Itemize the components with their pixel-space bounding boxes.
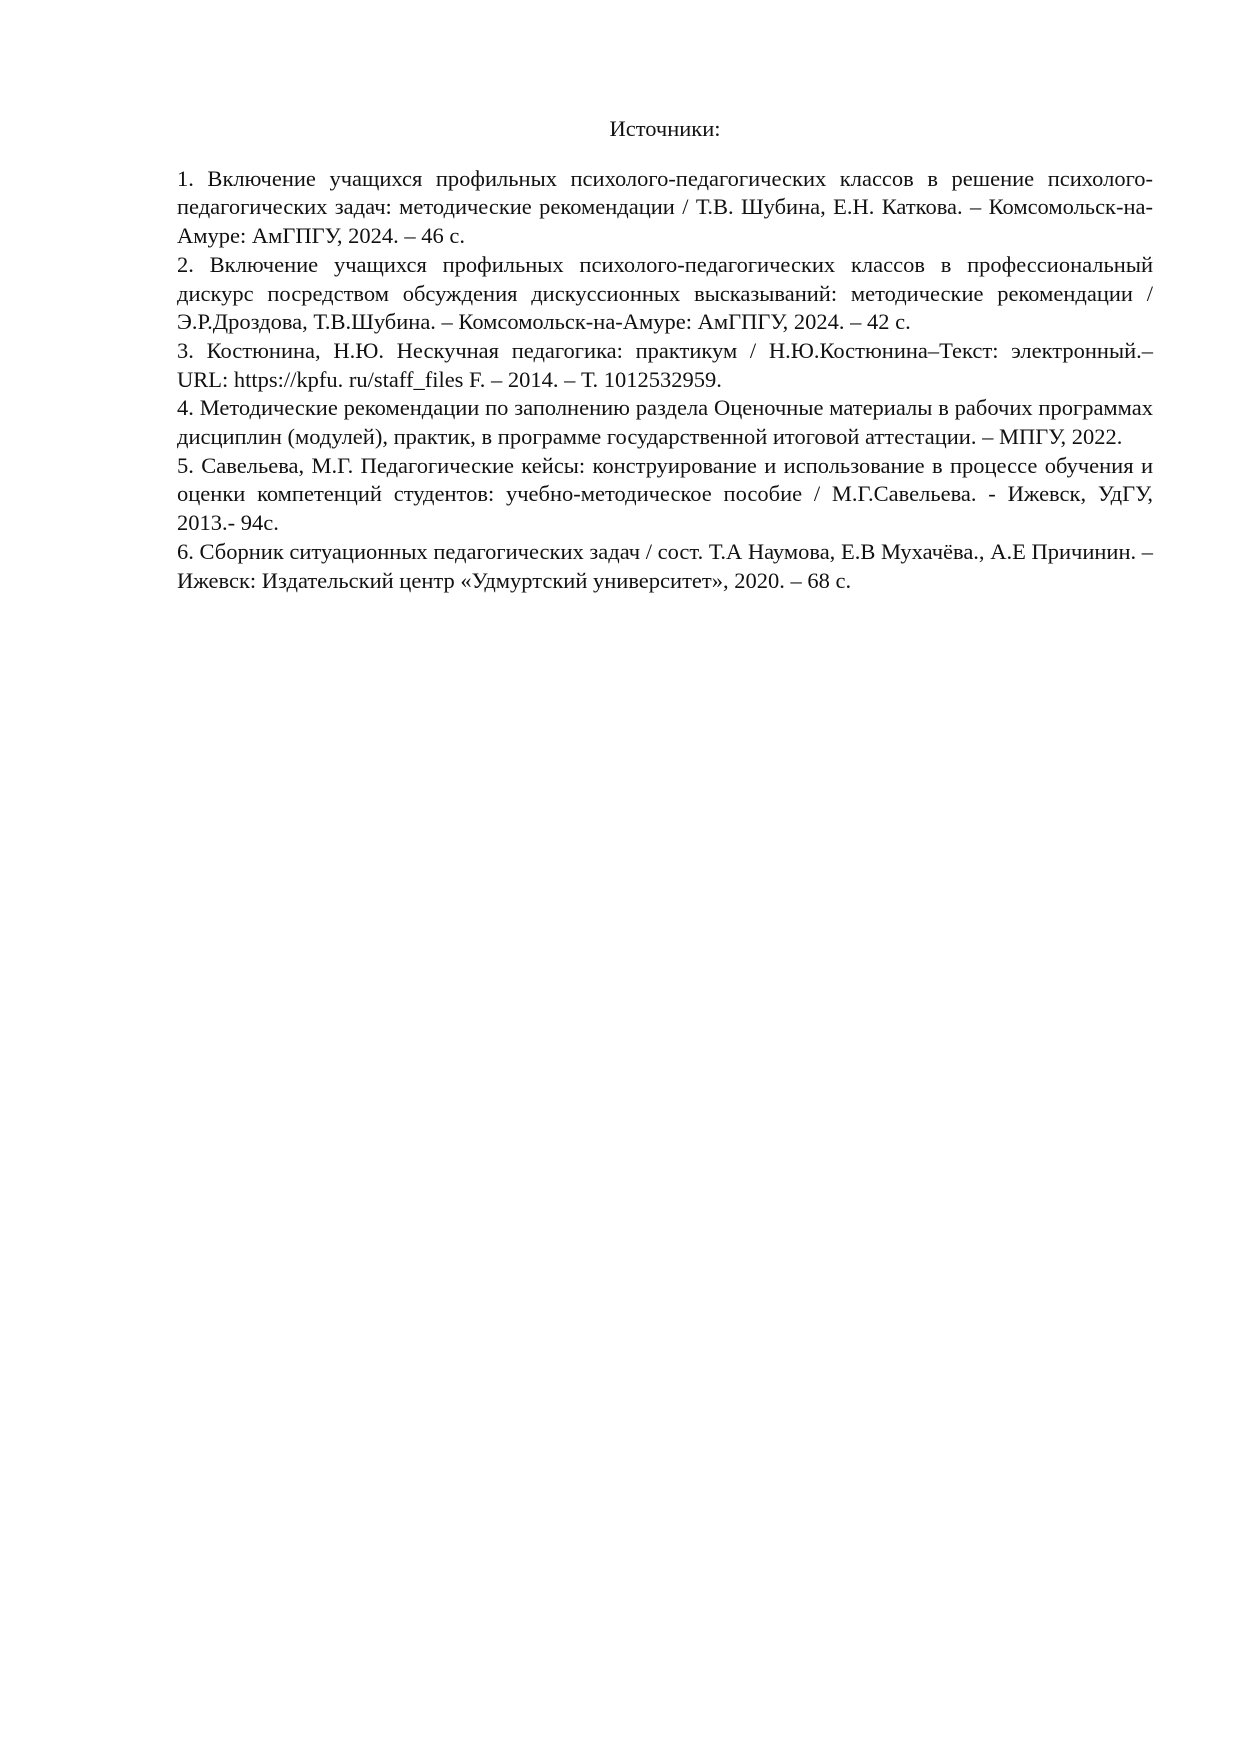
source-item-4: 4. Методические рекомендации по заполнению раздела Оценочные материалы в рабочих программах дисциплин (модулей), практик, в программе государственной итоговой аттестации. – МПГУ, 2022. (177, 395, 1153, 450)
sources-heading: Источники: (609, 116, 721, 141)
source-item-5: 5. Савельева, М.Г. Педагогические кейсы: конструирование и использование в процессе обучения и оценки компетенций студентов: учебно-методическое пособие / М.Г.Савельева. - Ижевск, УдГУ, 2013.- 94с. (177, 452, 1153, 536)
document-content (177, 115, 1153, 595)
source-item-3: 3. Костюнина, Н.Ю. Нескучная педагогика: практикум / Н.Ю.Костюнина–Текст: электронный.– URL: https://kpfu. ru/staff_files F. – 2014. – Т. 1012532959. (177, 337, 1153, 392)
source-item-1: 1. Включение учащихся профильных психолого-педагогических классов в решение психолого-педагогических задач: методические рекомендации / Т.В. Шубина, Е.Н. Каткова. – Комсомольск-на-Амуре: АмГПГУ, 2024. – 46 с. (177, 165, 1153, 249)
sources-list (177, 165, 1153, 596)
source-item-6: 6. Сборник ситуационных педагогических задач / сост. Т.А Наумова, Е.В Мухачёва., А.Е Причинин. – Ижевск: Издательский центр «Удмуртский университет», 2020. – 68 с. (177, 538, 1153, 593)
source-item-2: 2. Включение учащихся профильных психолого-педагогических классов в профессиональный дискурс посредством обсуждения дискуссионных высказываний: методические рекомендации / Э.Р.Дроздова, Т.В.Шубина. – Комсомольск-на-Амуре: АмГПГУ, 2024. – 42 с. (177, 251, 1153, 335)
